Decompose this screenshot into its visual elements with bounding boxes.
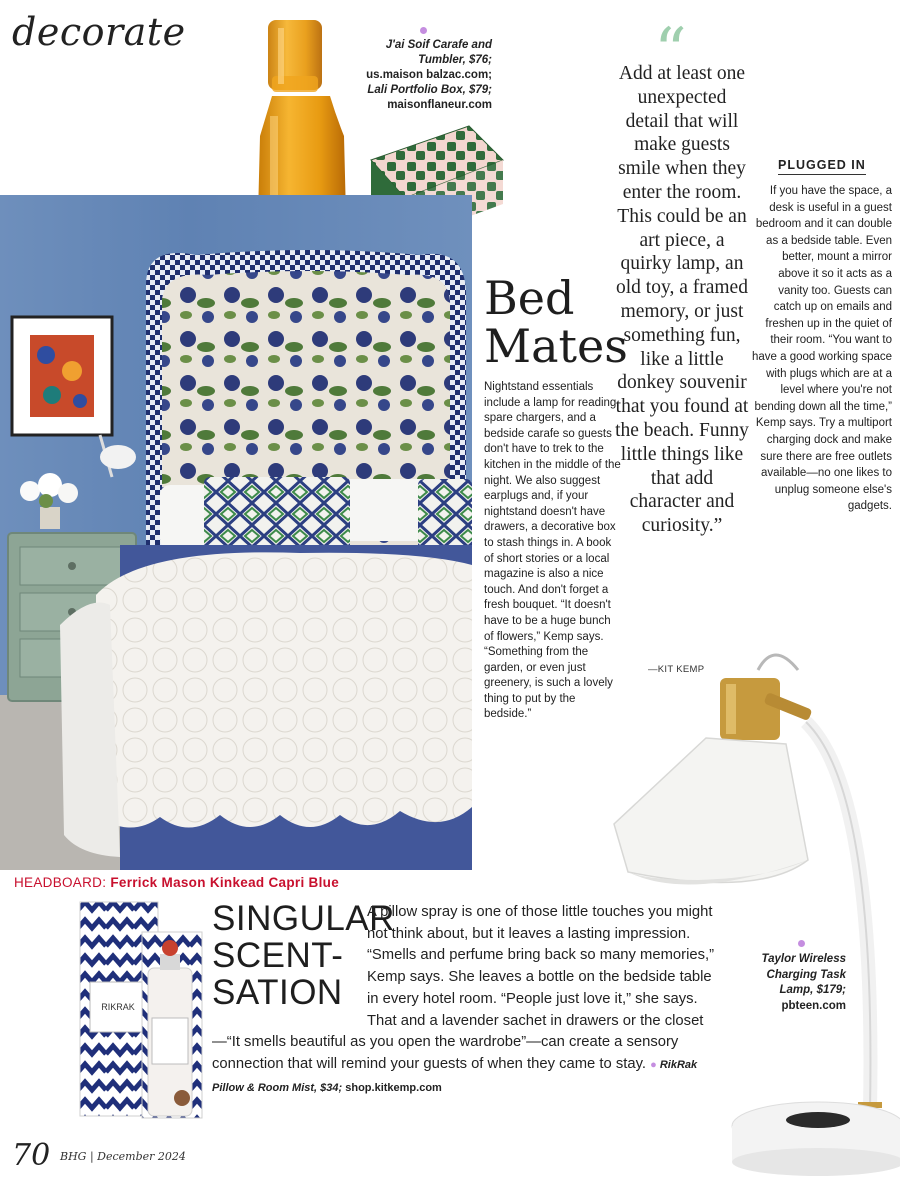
singular-scent-title-line2: SCENT- — [212, 936, 344, 975]
page-number: 70 — [12, 1138, 51, 1173]
headboard-label: HEADBOARD: — [14, 875, 107, 890]
magazine-issue: BHG | December 2024 — [60, 1150, 186, 1163]
bed-mates-title-line2: Mates — [484, 319, 628, 373]
carafe-caption-bullet — [420, 27, 427, 34]
pull-quote: Add at least one unexpected detail that will make guests smile when they enter the room. This could be an art piece, a quirky lamp, an old toy, a framed memory, or just something fun, like a little donkey souvenir that you found at the beach. Funny little things like that add character and curiosity.” — [615, 63, 749, 537]
room-mist-image — [78, 898, 204, 1120]
section-label: decorate — [12, 10, 186, 54]
carafe-source: us.maison balzac.com; — [366, 69, 492, 81]
headboard-credit — [14, 875, 339, 890]
singular-scent-body: A pillow spray is one of those little touches you might not think about, but it leaves a lasting impression. “Smells and perfume bring back so many memories,” Kemp says. She leaves a bottle on the bedside table in every hotel room. “People just love it,” she says. That and a lavender sachet in drawers or the closet—“It smells beautiful as you open the wardrobe”—can create a sensory connection that will remind your guests of when they came to stay. — [212, 904, 715, 1072]
bed-mates-title-line1: Bed — [484, 271, 575, 325]
bed-mates-body: Nightstand essentials include a lamp for reading, spare chargers, and a bedside carafe so guests don't have to trek to the kitchen in the middle of the night. We also suggest earplugs and, if your nightstand doesn't have drawers, a decorative box to stash things in. A book of short stories or a local magazine is also a nice touch. And don't forget a fresh bouquet. “It doesn't have to be a huge bunch of flowers,” Kemp says. “Something from the garden, or even just greenery, is such a lovely thing to put by the bedside.” — [484, 381, 621, 721]
bedroom-photo — [0, 195, 472, 870]
bottle-label: RIKRAK — [101, 1002, 135, 1012]
lamp-caption-bullet — [798, 940, 805, 947]
lamp-credit: Taylor Wireless Charging Task Lamp, $179; — [761, 953, 846, 996]
bed-mates-title — [484, 271, 628, 373]
plugged-in-body: If you have the space, a desk is useful in a guest bedroom and it can double as a bedside table. Even better, mount a mirror above it so it acts as a vanity too. Guests can catch up on emails and freshen up in the quiet of their room. “You want to have a good working space with plugs which are at a level where you're not bending down all the time,” Kemp says. Try a multiport charging dock and make sure there are free outlets available—no one likes to unplug someone else's gadgets. — [752, 185, 893, 513]
box-source: maisonflaneur.com — [387, 99, 492, 111]
plugged-in-title: PLUGGED IN — [778, 158, 866, 175]
lamp-caption — [740, 952, 846, 1014]
quote-mark-icon: “ — [654, 15, 687, 89]
carafe-credit: J'ai Soif Carafe and Tumbler, $76; — [385, 39, 492, 66]
singular-scent-text — [212, 899, 722, 1099]
quote-attribution: —KIT KEMP — [648, 664, 705, 675]
singular-scent-title-line1: SINGULAR — [212, 899, 395, 938]
singular-scent-title-line3: SATION — [212, 973, 343, 1012]
headboard-value: Ferrick Mason Kinkead Capri Blue — [110, 875, 340, 890]
lamp-source: pbteen.com — [781, 999, 846, 1012]
room-mist-product: RikRak Pillow & Room Mist, $34; — [212, 1058, 698, 1094]
box-credit: Lali Portfolio Box, $79; — [367, 84, 492, 96]
room-mist-source: shop.kitkemp.com — [345, 1081, 442, 1094]
carafe-caption — [352, 38, 492, 113]
room-mist-credit: ● RikRak Pillow & Room Mist, $34; shop.kitkemp.com — [212, 1058, 698, 1094]
